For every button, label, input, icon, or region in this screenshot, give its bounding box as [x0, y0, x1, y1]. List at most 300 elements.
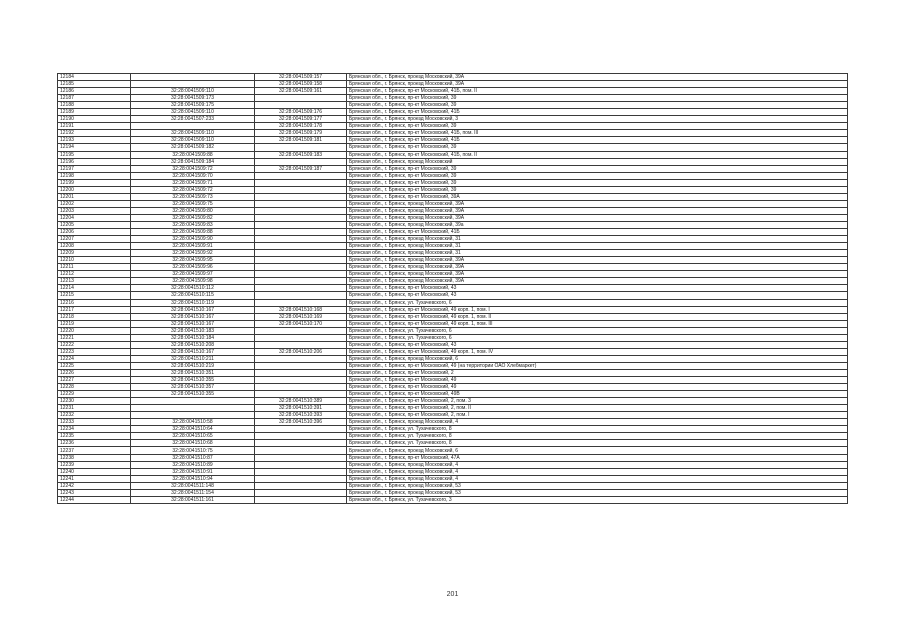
address-cell: Брянская обл., г. Брянск, проезд Московский	[347, 158, 848, 165]
parcel-number-cell: 32:28:0041509:88	[131, 229, 255, 236]
parcel-number-cell: 32:28:0041509:173	[131, 95, 255, 102]
object-number-cell	[255, 285, 347, 292]
parcel-number-cell: 32:28:0041509:71	[131, 179, 255, 186]
parcel-number-cell: 32:28:0041510:167	[131, 320, 255, 327]
address-cell: Брянская обл., г. Брянск, пр-кт Московский, 49 корп. 1, пом. II	[347, 313, 848, 320]
parcel-number-cell: 32:28:0041509:73	[131, 193, 255, 200]
table-row	[58, 419, 848, 426]
address-cell: Брянская обл., г. Брянск, ул. Тухачевского, 8	[347, 426, 848, 433]
parcel-number-cell: 32:28:0041509:110	[131, 130, 255, 137]
parcel-number-cell: 32:28:0041510:119	[131, 299, 255, 306]
row-number-cell: 12221	[58, 334, 131, 341]
address-cell: Брянская обл., г. Брянск, проезд Московский, 53	[347, 482, 848, 489]
parcel-number-cell: 32:28:0041507:233	[131, 116, 255, 123]
table-row	[58, 369, 848, 376]
row-number-cell: 12241	[58, 475, 131, 482]
row-number-cell: 12243	[58, 489, 131, 496]
row-number-cell: 12208	[58, 243, 131, 250]
parcel-number-cell: 32:28:0041510:115	[131, 292, 255, 299]
object-number-cell	[255, 489, 347, 496]
address-cell: Брянская обл., г. Брянск, проезд Московский, 4	[347, 419, 848, 426]
address-cell: Брянская обл., г. Брянск, проезд Московский, 3	[347, 116, 848, 123]
object-number-cell	[255, 95, 347, 102]
address-cell: Брянская обл., г. Брянск, пр-кт Московский, 39	[347, 95, 848, 102]
address-cell: Брянская обл., г. Брянск, проезд Московский, 39А	[347, 81, 848, 88]
parcel-number-cell: 32:28:0041510:94	[131, 475, 255, 482]
row-number-cell: 12217	[58, 306, 131, 313]
object-number-cell	[255, 341, 347, 348]
object-number-cell	[255, 299, 347, 306]
parcel-number-cell: 32:28:0041509:70	[131, 172, 255, 179]
address-cell: Брянская обл., г. Брянск, проезд Московский, 39А	[347, 271, 848, 278]
parcel-number-cell	[131, 398, 255, 405]
object-number-cell	[255, 468, 347, 475]
table-row	[58, 109, 848, 116]
parcel-number-cell: 32:28:0041511:154	[131, 489, 255, 496]
address-cell: Брянская обл., г. Брянск, проезд Московский, 53	[347, 489, 848, 496]
parcel-number-cell: 32:28:0041510:184	[131, 334, 255, 341]
address-cell: Брянская обл., г. Брянск, ул. Тухачевского, 6	[347, 327, 848, 334]
table-row	[58, 384, 848, 391]
table-row	[58, 243, 848, 250]
parcel-number-cell: 32:28:0041510:355	[131, 391, 255, 398]
address-cell: Брянская обл., г. Брянск, пр-кт Московский, 47А	[347, 454, 848, 461]
parcel-number-cell: 32:28:0041509:184	[131, 158, 255, 165]
table-row	[58, 454, 848, 461]
address-cell: Брянская обл., г. Брянск, пр-кт Московский, 39	[347, 123, 848, 130]
table-row	[58, 179, 848, 186]
address-cell: Брянская обл., г. Брянск, ул. Тухачевского, 3	[347, 496, 848, 503]
row-number-cell: 12207	[58, 236, 131, 243]
address-cell: Брянская обл., г. Брянск, пр-кт Московский, 2, пом. II	[347, 405, 848, 412]
object-number-cell	[255, 292, 347, 299]
table-row	[58, 158, 848, 165]
address-cell: Брянская обл., г. Брянск, проезд Московский, 4	[347, 461, 848, 468]
object-number-cell	[255, 271, 347, 278]
row-number-cell: 12195	[58, 151, 131, 158]
address-cell: Брянская обл., г. Брянск, пр-кт Московский, 39	[347, 102, 848, 109]
table-row	[58, 257, 848, 264]
parcel-number-cell: 32:28:0041510:65	[131, 433, 255, 440]
address-cell: Брянская обл., г. Брянск, ул. Тухачевского, 6	[347, 334, 848, 341]
object-number-cell: 32:28:0041510:396	[255, 419, 347, 426]
parcel-number-cell	[131, 412, 255, 419]
parcel-number-cell: 32:28:0041509:98	[131, 278, 255, 285]
row-number-cell: 12218	[58, 313, 131, 320]
object-number-cell	[255, 158, 347, 165]
table-row	[58, 130, 848, 137]
table-row	[58, 468, 848, 475]
parcel-number-cell: 32:28:0041510:75	[131, 447, 255, 454]
address-cell: Брянская обл., г. Брянск, пр-кт Московский, 49	[347, 377, 848, 384]
object-number-cell	[255, 391, 347, 398]
object-number-cell: 32:28:0041509:177	[255, 116, 347, 123]
row-number-cell: 12242	[58, 482, 131, 489]
parcel-number-cell	[131, 74, 255, 81]
row-number-cell: 12240	[58, 468, 131, 475]
row-number-cell: 12238	[58, 454, 131, 461]
object-number-cell: 32:28:0041509:176	[255, 109, 347, 116]
parcel-number-cell: 32:28:0041509:82	[131, 214, 255, 221]
row-number-cell: 12224	[58, 355, 131, 362]
table-row	[58, 81, 848, 88]
object-number-cell	[255, 236, 347, 243]
row-number-cell: 12227	[58, 377, 131, 384]
table-row	[58, 193, 848, 200]
row-number-cell: 12239	[58, 461, 131, 468]
object-number-cell	[255, 496, 347, 503]
object-number-cell: 32:28:0041510:391	[255, 405, 347, 412]
row-number-cell: 12228	[58, 384, 131, 391]
table-row	[58, 285, 848, 292]
row-number-cell: 12205	[58, 221, 131, 228]
table-row	[58, 172, 848, 179]
parcel-number-cell: 32:28:0041509:72	[131, 165, 255, 172]
object-number-cell: 32:28:0041510:389	[255, 398, 347, 405]
row-number-cell: 12236	[58, 440, 131, 447]
address-cell: Брянская обл., г. Брянск, проезд Московский, 39А	[347, 207, 848, 214]
address-cell: Брянская обл., г. Брянск, пр-кт Московский, 49 (на территории ОАО Хлебмаркет)	[347, 362, 848, 369]
parcel-number-cell: 32:28:0041509:95	[131, 257, 255, 264]
parcel-number-cell: 32:28:0041509:110	[131, 109, 255, 116]
object-number-cell	[255, 179, 347, 186]
parcel-number-cell	[131, 81, 255, 88]
address-cell: Брянская обл., г. Брянск, пр-кт Московский, 49В	[347, 391, 848, 398]
table-row	[58, 271, 848, 278]
row-number-cell: 12203	[58, 207, 131, 214]
row-number-cell: 12187	[58, 95, 131, 102]
parcel-number-cell: 32:28:0041510:183	[131, 327, 255, 334]
address-cell: Брянская обл., г. Брянск, проезд Московский, 39А	[347, 257, 848, 264]
table-row	[58, 95, 848, 102]
object-number-cell	[255, 221, 347, 228]
row-number-cell: 12212	[58, 271, 131, 278]
parcel-number-cell: 32:28:0041509:96	[131, 264, 255, 271]
address-cell: Брянская обл., г. Брянск, проезд Московский, 39А	[347, 200, 848, 207]
object-number-cell	[255, 433, 347, 440]
object-number-cell	[255, 186, 347, 193]
table-row	[58, 405, 848, 412]
row-number-cell: 12185	[58, 81, 131, 88]
address-cell: Брянская обл., г. Брянск, пр-кт Московский, 39	[347, 179, 848, 186]
row-number-cell: 12231	[58, 405, 131, 412]
parcel-number-cell: 32:28:0041509:72	[131, 186, 255, 193]
table-row	[58, 377, 848, 384]
address-cell: Брянская обл., г. Брянск, проезд Московский, 4	[347, 468, 848, 475]
object-number-cell: 32:28:0041510:168	[255, 306, 347, 313]
parcel-number-cell: 32:28:0041509:92	[131, 250, 255, 257]
row-number-cell: 12226	[58, 369, 131, 376]
address-cell: Брянская обл., г. Брянск, пр-кт Московский, 49 корп. 1, пом. IV	[347, 348, 848, 355]
table-row	[58, 116, 848, 123]
object-number-cell: 32:28:0041509:178	[255, 123, 347, 130]
table-row	[58, 426, 848, 433]
object-number-cell	[255, 475, 347, 482]
address-cell: Брянская обл., г. Брянск, пр-кт Московский, 41Б	[347, 137, 848, 144]
row-number-cell: 12234	[58, 426, 131, 433]
cadastral-register-table	[57, 73, 848, 504]
address-cell: Брянская обл., г. Брянск, пр-кт Московский, 41Б, пом. II	[347, 151, 848, 158]
object-number-cell: 32:28:0041509:183	[255, 151, 347, 158]
parcel-number-cell: 32:28:0041510:355	[131, 377, 255, 384]
parcel-number-cell: 32:28:0041510:357	[131, 384, 255, 391]
table-row	[58, 355, 848, 362]
row-number-cell: 12204	[58, 214, 131, 221]
address-cell: Брянская обл., г. Брянск, пр-кт Московский, 2, пом. 3	[347, 398, 848, 405]
table-row	[58, 391, 848, 398]
row-number-cell: 12210	[58, 257, 131, 264]
address-cell: Брянская обл., г. Брянск, ул. Тухачевского, 8	[347, 433, 848, 440]
row-number-cell: 12213	[58, 278, 131, 285]
address-cell: Брянская обл., г. Брянск, пр-кт Московский, 41Б, пом. II	[347, 88, 848, 95]
table-row	[58, 306, 848, 313]
parcel-number-cell: 32:28:0041510:91	[131, 468, 255, 475]
parcel-number-cell: 32:28:0041509:97	[131, 271, 255, 278]
table-body	[58, 74, 848, 504]
address-cell: Брянская обл., г. Брянск, пр-кт Московский, 41Б	[347, 229, 848, 236]
object-number-cell: 32:28:0041510:393	[255, 412, 347, 419]
address-cell: Брянская обл., г. Брянск, пр-кт Московский, 49 корп. 1, пом. I	[347, 306, 848, 313]
row-number-cell: 12199	[58, 179, 131, 186]
row-number-cell: 12237	[58, 447, 131, 454]
table-row	[58, 433, 848, 440]
page-number: 201	[446, 591, 459, 598]
parcel-number-cell: 32:28:0041510:89	[131, 461, 255, 468]
parcel-number-cell: 32:28:0041509:175	[131, 102, 255, 109]
table-row	[58, 341, 848, 348]
object-number-cell	[255, 200, 347, 207]
table-row	[58, 229, 848, 236]
row-number-cell: 12229	[58, 391, 131, 398]
address-cell: Брянская обл., г. Брянск, проезд Московский, 39а	[347, 221, 848, 228]
table-row	[58, 207, 848, 214]
parcel-number-cell: 32:28:0041510:208	[131, 341, 255, 348]
row-number-cell: 12188	[58, 102, 131, 109]
parcel-number-cell: 32:28:0041510:219	[131, 362, 255, 369]
address-cell: Брянская обл., г. Брянск, проезд Московский, 31	[347, 236, 848, 243]
object-number-cell	[255, 250, 347, 257]
table-row	[58, 137, 848, 144]
object-number-cell	[255, 362, 347, 369]
table-row	[58, 214, 848, 221]
table-row	[58, 327, 848, 334]
object-number-cell	[255, 144, 347, 151]
parcel-number-cell: 32:28:0041509:110	[131, 88, 255, 95]
row-number-cell: 12191	[58, 123, 131, 130]
address-cell: Брянская обл., г. Брянск, ул. Тухачевского, 8	[347, 440, 848, 447]
object-number-cell	[255, 264, 347, 271]
address-cell: Брянская обл., г. Брянск, пр-кт Московский, 39	[347, 165, 848, 172]
row-number-cell: 12189	[58, 109, 131, 116]
parcel-number-cell: 32:28:0041510:351	[131, 369, 255, 376]
table-row	[58, 88, 848, 95]
object-number-cell: 32:28:0041510:206	[255, 348, 347, 355]
row-number-cell: 12196	[58, 158, 131, 165]
object-number-cell	[255, 207, 347, 214]
table-row	[58, 236, 848, 243]
object-number-cell	[255, 278, 347, 285]
row-number-cell: 12209	[58, 250, 131, 257]
table-row	[58, 447, 848, 454]
address-cell: Брянская обл., г. Брянск, пр-кт Московский, 2	[347, 369, 848, 376]
row-number-cell: 12201	[58, 193, 131, 200]
object-number-cell	[255, 327, 347, 334]
parcel-number-cell: 32:28:0041509:88	[131, 151, 255, 158]
table-row	[58, 102, 848, 109]
object-number-cell	[255, 229, 347, 236]
row-number-cell: 12223	[58, 348, 131, 355]
object-number-cell: 32:28:0041509:181	[255, 137, 347, 144]
object-number-cell	[255, 440, 347, 447]
row-number-cell: 12184	[58, 74, 131, 81]
table-row	[58, 278, 848, 285]
table-row	[58, 334, 848, 341]
table-row	[58, 362, 848, 369]
object-number-cell: 32:28:0041510:169	[255, 313, 347, 320]
row-number-cell: 12186	[58, 88, 131, 95]
address-cell: Брянская обл., г. Брянск, проезд Московский, 39А	[347, 214, 848, 221]
address-cell: Брянская обл., г. Брянск, пр-кт Московский, 49 корп. 1, пом. III	[347, 320, 848, 327]
object-number-cell	[255, 377, 347, 384]
address-cell: Брянская обл., г. Брянск, пр-кт Московский, 41Б, пом. III	[347, 130, 848, 137]
row-number-cell: 12216	[58, 299, 131, 306]
row-number-cell: 12225	[58, 362, 131, 369]
row-number-cell: 12219	[58, 320, 131, 327]
parcel-number-cell: 32:28:0041509:91	[131, 243, 255, 250]
table-row	[58, 292, 848, 299]
address-cell: Брянская обл., г. Брянск, пр-кт Московский, 49	[347, 384, 848, 391]
address-cell: Брянская обл., г. Брянск, проезд Московский, 6	[347, 447, 848, 454]
object-number-cell: 32:28:0041509:161	[255, 88, 347, 95]
object-number-cell	[255, 172, 347, 179]
object-number-cell	[255, 369, 347, 376]
parcel-number-cell	[131, 123, 255, 130]
row-number-cell: 12222	[58, 341, 131, 348]
parcel-number-cell: 32:28:0041510:112	[131, 285, 255, 292]
object-number-cell: 32:28:0041509:157	[255, 74, 347, 81]
address-cell: Брянская обл., г. Брянск, пр-кт Московский, 2, пом. I	[347, 412, 848, 419]
row-number-cell: 12244	[58, 496, 131, 503]
object-number-cell	[255, 214, 347, 221]
row-number-cell: 12214	[58, 285, 131, 292]
table-row	[58, 299, 848, 306]
address-cell: Брянская обл., г. Брянск, пр-кт Московский, 39	[347, 144, 848, 151]
address-cell: Брянская обл., г. Брянск, пр-кт Московский, 43	[347, 341, 848, 348]
address-cell: Брянская обл., г. Брянск, пр-кт Московский, 39А	[347, 193, 848, 200]
table-row	[58, 123, 848, 130]
address-cell: Брянская обл., г. Брянск, пр-кт Московский, 43	[347, 285, 848, 292]
table-row	[58, 482, 848, 489]
object-number-cell	[255, 426, 347, 433]
parcel-number-cell: 32:28:0041509:80	[131, 207, 255, 214]
row-number-cell: 12198	[58, 172, 131, 179]
object-number-cell	[255, 355, 347, 362]
table-row	[58, 489, 848, 496]
row-number-cell: 12202	[58, 200, 131, 207]
table-row	[58, 320, 848, 327]
table-row	[58, 475, 848, 482]
address-cell: Брянская обл., г. Брянск, пр-кт Московский, 39	[347, 186, 848, 193]
parcel-number-cell: 32:28:0041510:87	[131, 454, 255, 461]
row-number-cell: 12193	[58, 137, 131, 144]
row-number-cell: 12215	[58, 292, 131, 299]
parcel-number-cell: 32:28:0041510:167	[131, 313, 255, 320]
table-row	[58, 200, 848, 207]
table-row	[58, 74, 848, 81]
object-number-cell: 32:28:0041510:170	[255, 320, 347, 327]
parcel-number-cell	[131, 405, 255, 412]
parcel-number-cell: 32:28:0041509:182	[131, 144, 255, 151]
address-cell: Брянская обл., г. Брянск, проезд Московский, 39А	[347, 264, 848, 271]
row-number-cell: 12197	[58, 165, 131, 172]
address-cell: Брянская обл., г. Брянск, ул. Тухачевского, 6	[347, 299, 848, 306]
row-number-cell: 12235	[58, 433, 131, 440]
parcel-number-cell: 32:28:0041510:64	[131, 426, 255, 433]
address-cell: Брянская обл., г. Брянск, проезд Московский, 4	[347, 475, 848, 482]
object-number-cell	[255, 384, 347, 391]
table-row	[58, 461, 848, 468]
row-number-cell: 12200	[58, 186, 131, 193]
table-row	[58, 221, 848, 228]
object-number-cell: 32:28:0041509:158	[255, 81, 347, 88]
object-number-cell	[255, 102, 347, 109]
table-row	[58, 348, 848, 355]
row-number-cell: 12230	[58, 398, 131, 405]
row-number-cell: 12192	[58, 130, 131, 137]
address-cell: Брянская обл., г. Брянск, проезд Московский, 31	[347, 243, 848, 250]
parcel-number-cell: 32:28:0041511:161	[131, 496, 255, 503]
object-number-cell	[255, 447, 347, 454]
table-row	[58, 250, 848, 257]
table-row	[58, 496, 848, 503]
parcel-number-cell: 32:28:0041510:211	[131, 355, 255, 362]
object-number-cell	[255, 461, 347, 468]
address-cell: Брянская обл., г. Брянск, пр-кт Московский, 41Б	[347, 109, 848, 116]
row-number-cell: 12206	[58, 229, 131, 236]
table-row	[58, 412, 848, 419]
row-number-cell: 12190	[58, 116, 131, 123]
address-cell: Брянская обл., г. Брянск, проезд Московский, 31	[347, 250, 848, 257]
address-cell: Брянская обл., г. Брянск, проезд Московский, 6	[347, 355, 848, 362]
table-row	[58, 186, 848, 193]
table-row	[58, 144, 848, 151]
object-number-cell	[255, 454, 347, 461]
row-number-cell: 12194	[58, 144, 131, 151]
table-row	[58, 313, 848, 320]
object-number-cell	[255, 334, 347, 341]
parcel-number-cell: 32:28:0041509:83	[131, 221, 255, 228]
parcel-number-cell: 32:28:0041510:68	[131, 440, 255, 447]
object-number-cell	[255, 193, 347, 200]
address-cell: Брянская обл., г. Брянск, пр-кт Московский, 43	[347, 292, 848, 299]
object-number-cell	[255, 257, 347, 264]
address-cell: Брянская обл., г. Брянск, пр-кт Московский, 39	[347, 172, 848, 179]
object-number-cell	[255, 482, 347, 489]
table-row	[58, 151, 848, 158]
object-number-cell: 32:28:0041509:187	[255, 165, 347, 172]
parcel-number-cell: 32:28:0041511:148	[131, 482, 255, 489]
parcel-number-cell: 32:28:0041510:167	[131, 348, 255, 355]
row-number-cell: 12233	[58, 419, 131, 426]
parcel-number-cell: 32:28:0041510:58	[131, 419, 255, 426]
table-row	[58, 398, 848, 405]
row-number-cell: 12220	[58, 327, 131, 334]
parcel-number-cell: 32:28:0041509:75	[131, 200, 255, 207]
table-row	[58, 440, 848, 447]
parcel-number-cell: 32:28:0041510:167	[131, 306, 255, 313]
row-number-cell: 12232	[58, 412, 131, 419]
table-row	[58, 165, 848, 172]
